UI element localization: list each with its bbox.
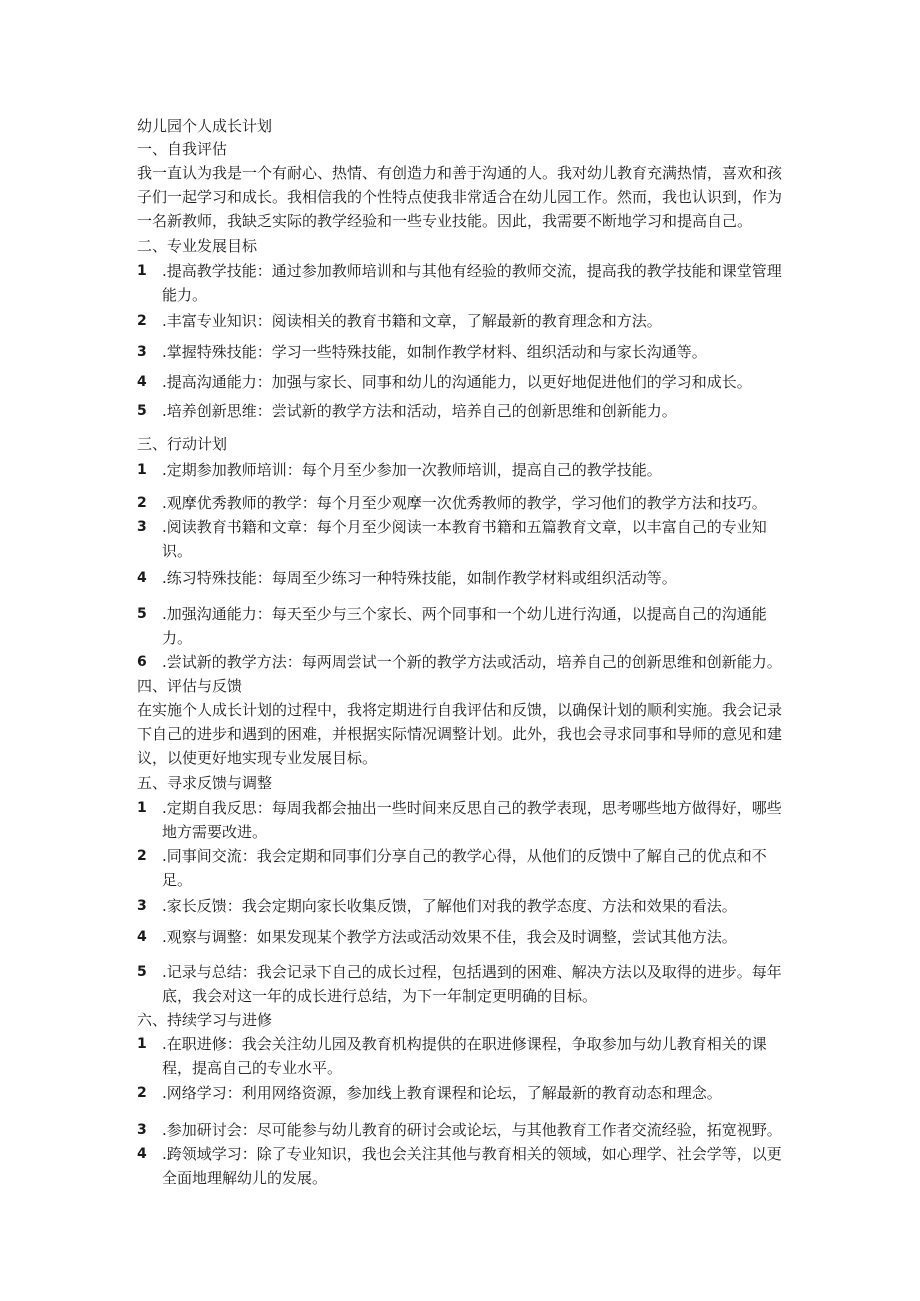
item-text: .定期参加教师培训：每个月至少参加一次教师培训，提高自己的教学技能。 (162, 461, 662, 479)
item-number: 5 (137, 606, 147, 622)
item-text: .家长反馈：我会定期向家长收集反馈，了解他们对我的教学态度、方法和效果的看法。 (162, 897, 737, 915)
list-item (137, 515, 790, 563)
item-text: .网络学习：利用网络资源，参加线上教育课程和论坛，了解最新的教育动态和理念。 (162, 1084, 722, 1102)
item-number: 5 (137, 403, 147, 419)
list-item (137, 960, 790, 1008)
section-heading: 二、专业发展目标 (137, 237, 258, 255)
section-heading: 五、寻求反馈与调整 (137, 774, 273, 792)
item-number: 2 (137, 848, 147, 864)
paragraph: 我一直认为我是一个有耐心、热情、有创造力和善于沟通的人。我对幼儿教育充满热情，喜欢和孩子们一起学习和成长。我相信我的个性特点使我非常适合在幼儿园工作。然而，我也认识到，作为一名新教师，我缺乏实际的教学经验和一些专业技能。因此，我需要不断地学习和提高自己。 (137, 164, 783, 230)
list-item (137, 894, 790, 918)
item-text: .培养创新思维：尝试新的教学方法和活动，培养自己的创新思维和创新能力。 (162, 402, 677, 420)
item-text: .提高教学技能：通过参加教师培训和与其他有经验的教师交流，提高我的教学技能和课堂管理能力。 (162, 262, 782, 304)
item-number: 2 (137, 495, 147, 511)
item-number: 4 (137, 570, 147, 586)
item-text: .尝试新的教学方法：每两周尝试一个新的教学方法或活动，培养自己的创新思维和创新能力。 (162, 653, 782, 671)
list-item (137, 399, 790, 423)
list-item (137, 491, 790, 515)
item-text: .提高沟通能力：加强与家长、同事和幼儿的沟通能力，以更好地促进他们的学习和成长。 (162, 373, 752, 391)
item-text: .记录与总结：我会记录下自己的成长过程，包括遇到的困难、解决方法以及取得的进步。每年底，我会对这一年的成长进行总结，为下一年制定更明确的目标。 (162, 963, 782, 1005)
item-number: 5 (137, 964, 147, 980)
item-text: .掌握特殊技能：学习一些特殊技能，如制作教学材料、组织活动和与家长沟通等。 (162, 343, 707, 361)
list-item (137, 1081, 790, 1105)
list-item (137, 566, 790, 590)
item-number: 4 (137, 929, 147, 945)
item-number: 4 (137, 1146, 147, 1162)
list-item (137, 1118, 790, 1142)
section-heading: 一、自我评估 (137, 140, 228, 158)
list-item (137, 925, 790, 949)
list-item (137, 844, 790, 892)
item-number: 1 (137, 1036, 147, 1052)
paragraph: 在实施个人成长计划的过程中，我将定期进行自我评估和反馈，以确保计划的顺利实施。我会记录下自己的进步和遇到的困难，并根据实际情况调整计划。此外，我也会寻求同事和导师的意见和建议，以使更好地实现专业发展目标。 (137, 701, 783, 767)
item-number: 3 (137, 898, 147, 914)
list-item (137, 1032, 790, 1080)
item-text: .跨领域学习：除了专业知识，我也会关注其他与教育相关的领域，如心理学、社会学等，以更全面地理解幼儿的发展。 (162, 1145, 782, 1187)
list-item (137, 340, 790, 364)
item-number: 1 (137, 800, 147, 816)
item-number: 3 (137, 519, 147, 535)
item-text: .丰富专业知识：阅读相关的教育书籍和文章，了解最新的教育理念和方法。 (162, 312, 662, 330)
item-number: 2 (137, 313, 147, 329)
item-number: 2 (137, 1085, 147, 1101)
item-number: 1 (137, 462, 147, 478)
item-number: 3 (137, 344, 147, 360)
item-text: .观摩优秀教师的教学：每个月至少观摩一次优秀教师的教学，学习他们的教学方法和技巧。 (162, 494, 767, 512)
section-heading: 四、评估与反馈 (137, 677, 243, 695)
item-text: .观察与调整：如果发现某个教学方法或活动效果不佳，我会及时调整，尝试其他方法。 (162, 928, 737, 946)
list-item (137, 259, 790, 307)
item-text: .加强沟通能力：每天至少与三个家长、两个同事和一个幼儿进行沟通，以提高自己的沟通能力。 (162, 605, 767, 647)
item-number: 6 (137, 654, 147, 670)
item-text: .阅读教育书籍和文章：每个月至少阅读一本教育书籍和五篇教育文章，以丰富自己的专业知识。 (162, 518, 767, 560)
list-item (137, 370, 790, 394)
list-item (137, 602, 790, 650)
list-item (137, 1142, 790, 1190)
item-number: 3 (137, 1122, 147, 1138)
item-text: .在职进修：我会关注幼儿园及教育机构提供的在职进修课程，争取参加与幼儿教育相关的课程，提高自己的专业水平。 (162, 1035, 767, 1077)
item-number: 1 (137, 263, 147, 279)
document-title: 幼儿园个人成长计划 (137, 117, 273, 135)
section-heading: 六、持续学习与进修 (137, 1011, 273, 1029)
list-item (137, 650, 790, 674)
item-text: .同事间交流：我会定期和同事们分享自己的教学心得，从他们的反馈中了解自己的优点和不足。 (162, 847, 767, 889)
item-number: 4 (137, 374, 147, 390)
section-heading: 三、行动计划 (137, 435, 228, 453)
list-item (137, 309, 790, 333)
list-item (137, 796, 790, 844)
item-text: .定期自我反思：每周我都会抽出一些时间来反思自己的教学表现，思考哪些地方做得好，哪些地方需要改进。 (162, 799, 782, 841)
item-text: .参加研讨会：尽可能参与幼儿教育的研讨会或论坛，与其他教育工作者交流经验，拓宽视野。 (162, 1121, 782, 1139)
item-text: .练习特殊技能：每周至少练习一种特殊技能，如制作教学材料或组织活动等。 (162, 569, 677, 587)
list-item (137, 458, 790, 482)
